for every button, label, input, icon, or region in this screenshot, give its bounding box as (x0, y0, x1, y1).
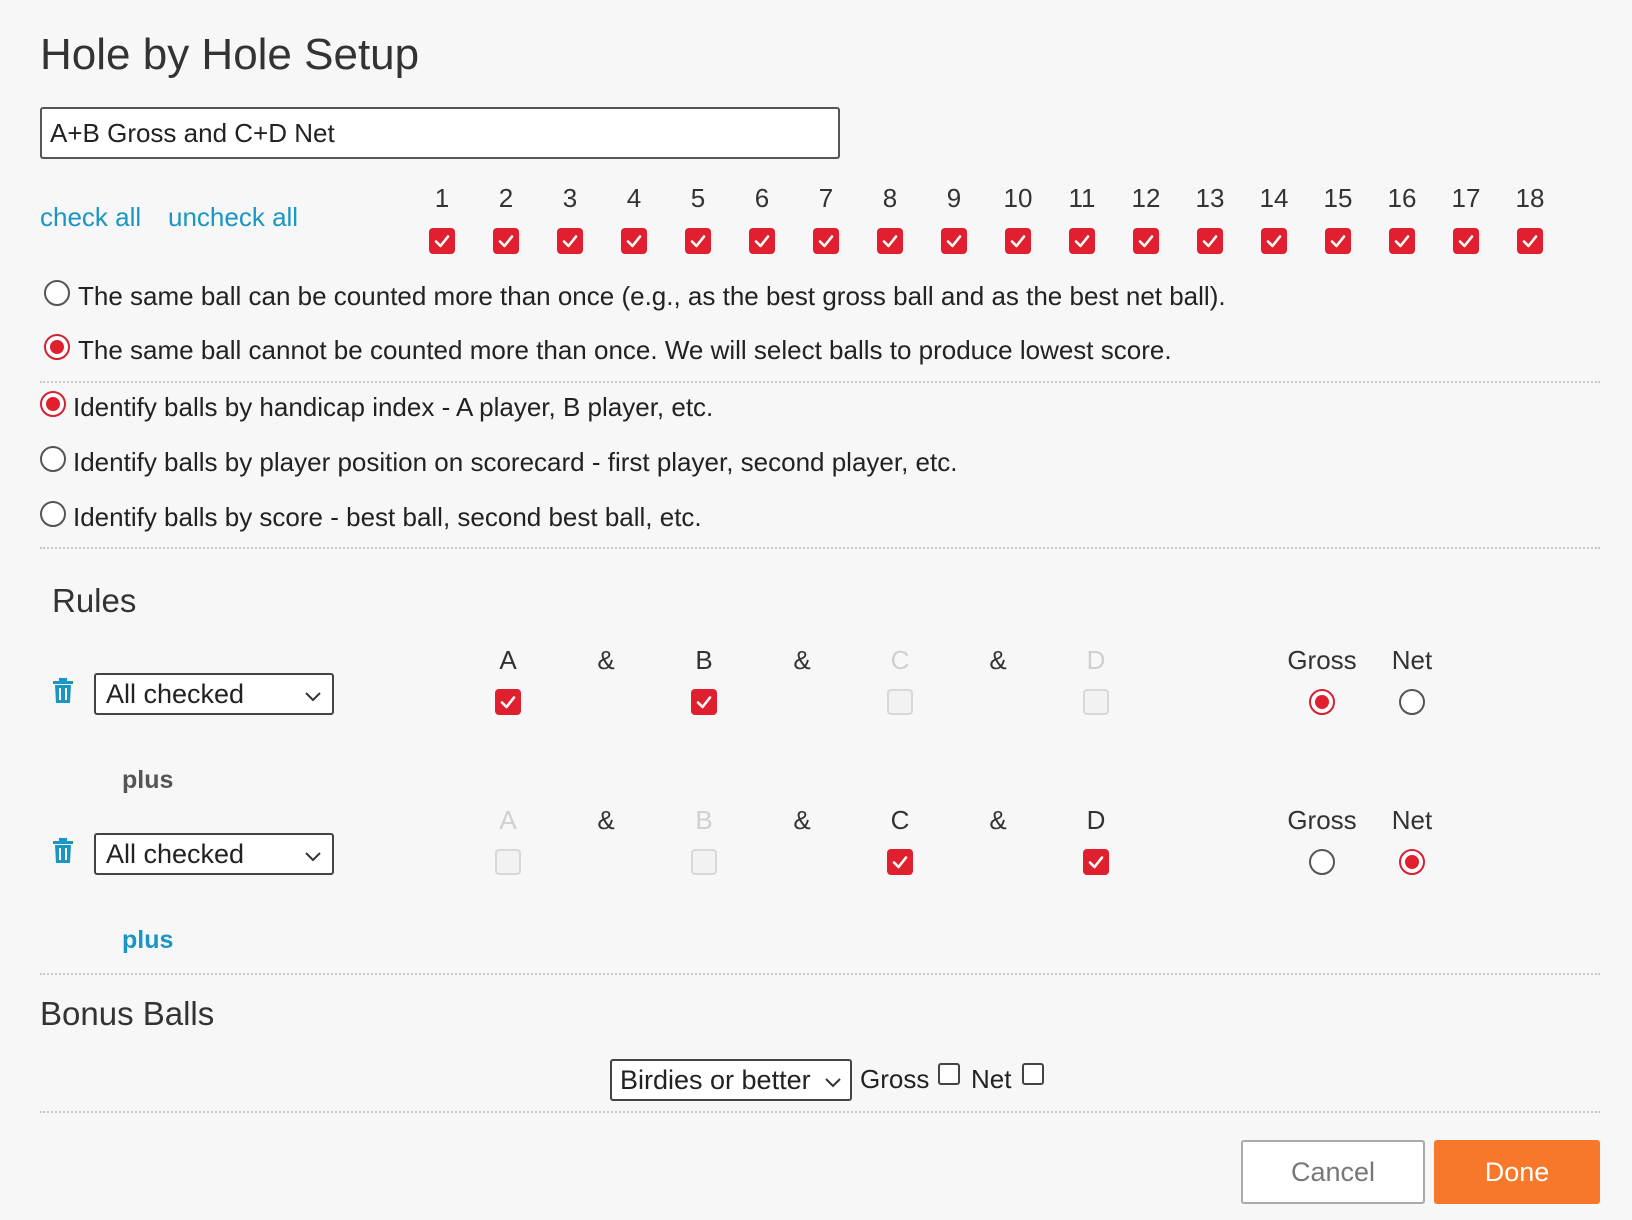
identify-position-radio[interactable] (40, 446, 66, 472)
delete-rule-1-icon[interactable] (52, 678, 74, 709)
rule-2-gross-radio[interactable] (1309, 849, 1335, 875)
hole-number-15: 15 (1323, 183, 1353, 213)
ampersand-label: & (793, 805, 811, 835)
rule-1-player-b-label: B (695, 645, 713, 675)
rule-2-player-b-checkbox (691, 849, 717, 875)
rule-1-player-c-label: C (890, 645, 910, 675)
rule-2-select-value: All checked (106, 838, 245, 869)
hole-number-2: 2 (498, 183, 514, 213)
checkmark-icon (625, 232, 643, 250)
hole-number-18: 18 (1515, 183, 1545, 213)
hole-12-checkbox[interactable] (1133, 228, 1159, 254)
checkmark-icon (1393, 232, 1411, 250)
count-once-radio[interactable] (44, 334, 70, 360)
rule-1-player-a-label: A (499, 645, 517, 675)
divider (40, 1111, 1600, 1113)
divider (40, 381, 1600, 383)
rule-1-net-radio[interactable] (1399, 689, 1425, 715)
identify-handicap-label: Identify balls by handicap index - A player, B player, etc. (73, 392, 714, 422)
checkmark-icon (1457, 232, 1475, 250)
rule-2-holes-select[interactable] (94, 833, 334, 875)
rule-1-player-d-label: D (1086, 645, 1106, 675)
checkmark-icon (1137, 232, 1155, 250)
chevron-down-icon (304, 679, 322, 710)
count-multiple-label: The same ball can be counted more than once (e.g., as the best gross ball and as the best net ball). (78, 281, 1226, 311)
count-multiple-radio[interactable] (44, 280, 70, 306)
ampersand-label: & (989, 805, 1007, 835)
chevron-down-icon (304, 839, 322, 870)
rule-2-player-d-label: D (1086, 805, 1106, 835)
hole-number-12: 12 (1131, 183, 1161, 213)
rule-2-player-a-label: A (499, 805, 517, 835)
rule-1-holes-select[interactable] (94, 673, 334, 715)
hole-number-14: 14 (1259, 183, 1289, 213)
bonus-select-value: Birdies or better (620, 1064, 811, 1095)
hole-number-17: 17 (1451, 183, 1481, 213)
rule-2-player-b-label: B (695, 805, 713, 835)
hole-17-checkbox[interactable] (1453, 228, 1479, 254)
rule-1-player-b-checkbox[interactable] (691, 689, 717, 715)
rule-2-gross-label: Gross (1287, 805, 1357, 835)
bonus-net-checkbox[interactable] (1022, 1063, 1044, 1085)
hole-number-9: 9 (946, 183, 962, 213)
hole-number-10: 10 (1003, 183, 1033, 213)
divider (40, 973, 1600, 975)
cancel-button[interactable]: Cancel (1241, 1140, 1425, 1204)
identify-handicap-radio[interactable] (40, 391, 66, 417)
rule-1-net-label: Net (1391, 645, 1433, 675)
rule-1-player-c-checkbox (887, 689, 913, 715)
checkmark-icon (1073, 232, 1091, 250)
rule-1-gross-label: Gross (1287, 645, 1357, 675)
add-rule-link[interactable]: plus (122, 926, 174, 954)
checkmark-icon (689, 232, 707, 250)
bonus-gross-checkbox[interactable] (938, 1063, 960, 1085)
chevron-down-icon (824, 1065, 842, 1096)
dialog-title: Hole by Hole Setup (40, 30, 420, 79)
hole-8-checkbox[interactable] (877, 228, 903, 254)
hole-1-checkbox[interactable] (429, 228, 455, 254)
checkmark-icon (817, 232, 835, 250)
identify-score-radio[interactable] (40, 501, 66, 527)
checkmark-icon (1009, 232, 1027, 250)
checkmark-icon (1087, 853, 1105, 871)
hole-9-checkbox[interactable] (941, 228, 967, 254)
checkmark-icon (499, 693, 517, 711)
count-once-label: The same ball cannot be counted more than once. We will select balls to produce lowest score. (78, 335, 1172, 365)
hole-14-checkbox[interactable] (1261, 228, 1287, 254)
hole-number-13: 13 (1195, 183, 1225, 213)
hole-11-checkbox[interactable] (1069, 228, 1095, 254)
hole-18-checkbox[interactable] (1517, 228, 1543, 254)
hole-number-4: 4 (626, 183, 642, 213)
identify-score-label: Identify balls by score - best ball, second best ball, etc. (73, 502, 702, 532)
checkmark-icon (881, 232, 899, 250)
rule-1-player-a-checkbox[interactable] (495, 689, 521, 715)
hole-4-checkbox[interactable] (621, 228, 647, 254)
rule-2-player-c-label: C (890, 805, 910, 835)
checkmark-icon (695, 693, 713, 711)
hole-16-checkbox[interactable] (1389, 228, 1415, 254)
bonus-net-label: Net (971, 1064, 1012, 1094)
ampersand-label: & (597, 645, 615, 675)
hole-6-checkbox[interactable] (749, 228, 775, 254)
checkmark-icon (433, 232, 451, 250)
hole-number-7: 7 (818, 183, 834, 213)
checkmark-icon (561, 232, 579, 250)
rule-2-player-d-checkbox[interactable] (1083, 849, 1109, 875)
uncheck-all-link[interactable]: uncheck all (168, 202, 299, 232)
done-button[interactable]: Done (1434, 1140, 1600, 1204)
rule-2-net-radio[interactable] (1399, 849, 1425, 875)
rule-1-gross-radio[interactable] (1309, 689, 1335, 715)
checkmark-icon (945, 232, 963, 250)
hole-10-checkbox[interactable] (1005, 228, 1031, 254)
checkmark-icon (1265, 232, 1283, 250)
hole-3-checkbox[interactable] (557, 228, 583, 254)
check-all-link[interactable]: check all (40, 202, 142, 232)
ampersand-label: & (793, 645, 811, 675)
hole-number-16: 16 (1387, 183, 1417, 213)
rule-2-player-c-checkbox[interactable] (887, 849, 913, 875)
hole-number-6: 6 (754, 183, 770, 213)
checkmark-icon (1201, 232, 1219, 250)
bonus-title: Bonus Balls (40, 995, 215, 1032)
checkmark-icon (1521, 232, 1539, 250)
rule-1-player-d-checkbox (1083, 689, 1109, 715)
divider (40, 547, 1600, 549)
ampersand-label: & (989, 645, 1007, 675)
ampersand-label: & (597, 805, 615, 835)
hole-number-5: 5 (690, 183, 706, 213)
hole-number-1: 1 (434, 183, 450, 213)
checkmark-icon (497, 232, 515, 250)
setup-name-input[interactable] (40, 107, 840, 159)
checkmark-icon (891, 853, 909, 871)
checkmark-icon (1329, 232, 1347, 250)
hole-13-checkbox[interactable] (1197, 228, 1223, 254)
checkmark-icon (753, 232, 771, 250)
rule-2-player-a-checkbox (495, 849, 521, 875)
bonus-gross-label: Gross (860, 1064, 930, 1094)
hole-15-checkbox[interactable] (1325, 228, 1351, 254)
hole-7-checkbox[interactable] (813, 228, 839, 254)
rule-2-net-label: Net (1391, 805, 1433, 835)
rule-1-select-value: All checked (106, 678, 245, 709)
bonus-type-select[interactable] (610, 1059, 852, 1101)
hole-number-8: 8 (882, 183, 898, 213)
hole-5-checkbox[interactable] (685, 228, 711, 254)
rules-title: Rules (52, 582, 137, 619)
hole-number-3: 3 (562, 183, 578, 213)
hole-number-11: 11 (1068, 183, 1096, 213)
identify-position-label: Identify balls by player position on scorecard - first player, second player, etc. (73, 447, 958, 477)
delete-rule-2-icon[interactable] (52, 838, 74, 869)
plus-label: plus (122, 766, 174, 794)
hole-2-checkbox[interactable] (493, 228, 519, 254)
